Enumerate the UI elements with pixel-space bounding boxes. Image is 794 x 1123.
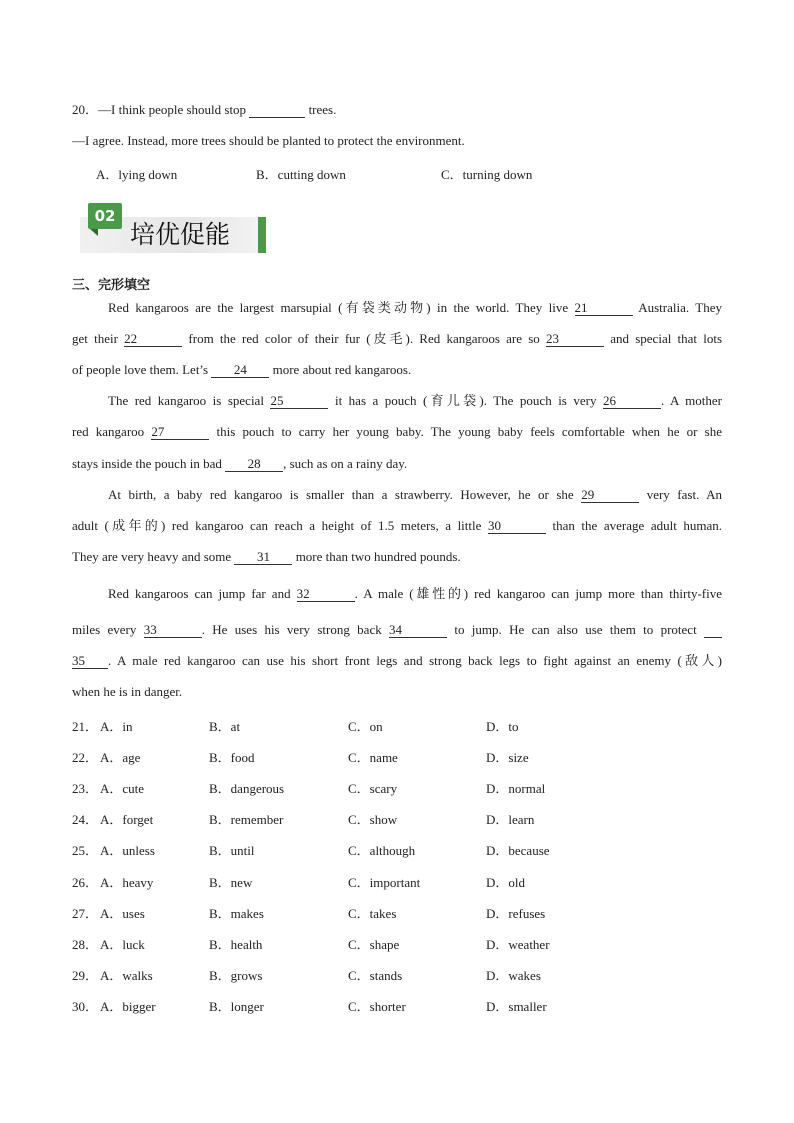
option-c[interactable]: C．takes	[348, 906, 397, 921]
option-c[interactable]: C．although	[348, 843, 416, 858]
option-c[interactable]: C．name	[348, 750, 398, 765]
option-number: 30．	[72, 999, 99, 1014]
option-number: 28．	[72, 937, 99, 952]
q20-option-b[interactable]: B．cutting down	[256, 167, 346, 182]
option-number: 23．	[72, 781, 99, 796]
blank-25[interactable]: 25	[270, 394, 328, 409]
option-c[interactable]: C．on	[348, 719, 383, 734]
q20-blank[interactable]	[249, 103, 305, 118]
option-a[interactable]: A．bigger	[100, 999, 156, 1014]
q20-question-end: trees.	[308, 102, 337, 117]
option-a[interactable]: A．luck	[100, 937, 145, 952]
option-number: 21．	[72, 719, 99, 734]
passage-text: this pouch to carry her young baby. The young baby feels comfortable when he or she	[216, 424, 723, 439]
passage-text: it has a pouch (育儿袋). The pouch is very	[334, 393, 597, 408]
passage-p2-line2	[72, 424, 722, 440]
section-badge-title: 培优促能	[130, 220, 231, 249]
passage-text: and special that lots	[610, 331, 723, 346]
blank-24[interactable]: 24	[211, 363, 269, 378]
q20-number: 20．	[72, 102, 99, 117]
option-b[interactable]: B．at	[209, 719, 241, 734]
option-a[interactable]: A．cute	[100, 781, 145, 796]
passage-p1-line2	[72, 331, 722, 347]
blank-28[interactable]: 28	[225, 457, 283, 472]
section-badge-number: 02	[88, 203, 122, 229]
passage-text: than the average adult human.	[552, 518, 722, 533]
blank-35[interactable]: 35	[72, 654, 108, 669]
option-c[interactable]: C．scary	[348, 781, 398, 796]
passage-p3-line1	[72, 487, 722, 503]
option-b[interactable]: B．dangerous	[209, 781, 285, 796]
option-b[interactable]: B．makes	[209, 906, 264, 921]
option-d[interactable]: D．smaller	[486, 999, 547, 1014]
passage-p4-line3	[72, 653, 722, 669]
blank-22[interactable]: 22	[124, 332, 182, 347]
option-c[interactable]: C．important	[348, 875, 421, 890]
option-c[interactable]: C．shape	[348, 937, 400, 952]
option-d[interactable]: D．to	[486, 719, 519, 734]
section-badge	[80, 203, 270, 255]
passage-text: . He uses his very strong back	[201, 622, 382, 637]
option-b[interactable]: B．health	[209, 937, 263, 952]
passage-text: red kangaroo	[72, 424, 145, 439]
option-b[interactable]: B．until	[209, 843, 255, 858]
option-d[interactable]: D．normal	[486, 781, 546, 796]
passage-p4-line2	[72, 622, 722, 638]
blank-26[interactable]: 26	[603, 394, 661, 409]
option-c[interactable]: C．stands	[348, 968, 403, 983]
passage-p1-line3	[72, 362, 722, 378]
option-number: 27．	[72, 906, 99, 921]
blank-29[interactable]: 29	[581, 488, 639, 503]
passage-text: to jump. He can also use them to protect	[454, 622, 697, 637]
passage-text: . A mother	[660, 393, 722, 408]
passage-p2-line1	[72, 393, 722, 409]
passage-text: more than two hundred pounds.	[295, 549, 461, 564]
section-heading: 三、完形填空	[72, 278, 151, 293]
passage-text: , such as on a rainy day.	[283, 456, 408, 471]
blank-27[interactable]: 27	[151, 425, 209, 440]
option-b[interactable]: B．grows	[209, 968, 263, 983]
passage-p3-line3	[72, 549, 722, 565]
passage-text: At birth, a baby red kangaroo is smaller than a strawberry. However, he or she	[108, 487, 574, 502]
q20-response: —I agree. Instead, more trees should be planted to protect the environment.	[72, 133, 465, 148]
option-d[interactable]: D．old	[486, 875, 526, 890]
passage-text: from the red color of their fur (皮毛). Red kangaroos are so	[188, 331, 540, 346]
option-number: 26．	[72, 875, 99, 890]
option-number: 22．	[72, 750, 99, 765]
option-a[interactable]: A．in	[100, 719, 133, 734]
passage-text: The red kangaroo is special	[108, 393, 264, 408]
passage-text: Australia. They	[638, 300, 722, 315]
passage-p4-line1	[72, 586, 722, 602]
passage-p4-line4: when he is in danger.	[72, 684, 183, 699]
q20-question-start: —I think people should stop	[98, 102, 247, 117]
passage-text: more about red kangaroos.	[272, 362, 412, 377]
passage-text: of people love them. Let’s	[72, 362, 209, 377]
passage-text: stays inside the pouch in bad	[72, 456, 222, 471]
blank-21[interactable]: 21	[575, 301, 633, 316]
q20-option-a[interactable]: A．lying down	[96, 167, 178, 182]
option-d[interactable]: D．wakes	[486, 968, 541, 983]
passage-text: . A male (雄性的) red kangaroo can jump more than thirty-five	[354, 586, 723, 601]
blank-33[interactable]: 33	[144, 623, 202, 638]
passage-text: They are very heavy and some	[72, 549, 232, 564]
q20-question	[72, 102, 722, 118]
option-a[interactable]: A．forget	[100, 812, 154, 827]
passage-text: adult (成年的) red kangaroo can reach a height of 1.5 meters, a little	[72, 518, 482, 533]
option-b[interactable]: B．longer	[209, 999, 264, 1014]
option-d[interactable]: D．size	[486, 750, 529, 765]
option-c[interactable]: C．shorter	[348, 999, 406, 1014]
option-a[interactable]: A．age	[100, 750, 141, 765]
passage-text: Red kangaroos are the largest marsupial (有袋类动物) in the world. They live	[108, 300, 569, 315]
passage-p2-line3	[72, 456, 722, 472]
option-b[interactable]: B．remember	[209, 812, 284, 827]
blank-34[interactable]: 34	[389, 623, 447, 638]
option-a[interactable]: A．uses	[100, 906, 145, 921]
option-c[interactable]: C．show	[348, 812, 398, 827]
passage-text: . A male red kangaroo can use his short front legs and strong back legs to fight against an enemy (敌人)	[108, 653, 722, 668]
option-d[interactable]: D．refuses	[486, 906, 546, 921]
passage-text: very fast. An	[646, 487, 722, 502]
option-d[interactable]: D．because	[486, 843, 550, 858]
blank-23[interactable]: 23	[546, 332, 604, 347]
option-number: 24．	[72, 812, 99, 827]
blank-30[interactable]: 30	[488, 519, 546, 534]
passage-text: Red kangaroos can jump far and	[108, 586, 291, 601]
passage-p3-line2	[72, 518, 722, 534]
blank-32[interactable]: 32	[297, 587, 355, 602]
q20-option-c[interactable]: C．turning down	[441, 167, 533, 182]
option-number: 29．	[72, 968, 99, 983]
passage-text: miles every	[72, 622, 137, 637]
blank-31[interactable]: 31	[234, 550, 292, 565]
blank-35-start[interactable]	[704, 623, 722, 638]
option-number: 25．	[72, 843, 99, 858]
option-b[interactable]: B．food	[209, 750, 255, 765]
option-a[interactable]: A．heavy	[100, 875, 154, 890]
option-a[interactable]: A．unless	[100, 843, 155, 858]
passage-text: get their	[72, 331, 118, 346]
option-a[interactable]: A．walks	[100, 968, 153, 983]
option-b[interactable]: B．new	[209, 875, 253, 890]
option-d[interactable]: D．learn	[486, 812, 535, 827]
badge-fold-icon	[90, 229, 98, 236]
section-badge-bar	[258, 217, 266, 253]
passage-p1-line1	[72, 300, 722, 316]
option-d[interactable]: D．weather	[486, 937, 550, 952]
